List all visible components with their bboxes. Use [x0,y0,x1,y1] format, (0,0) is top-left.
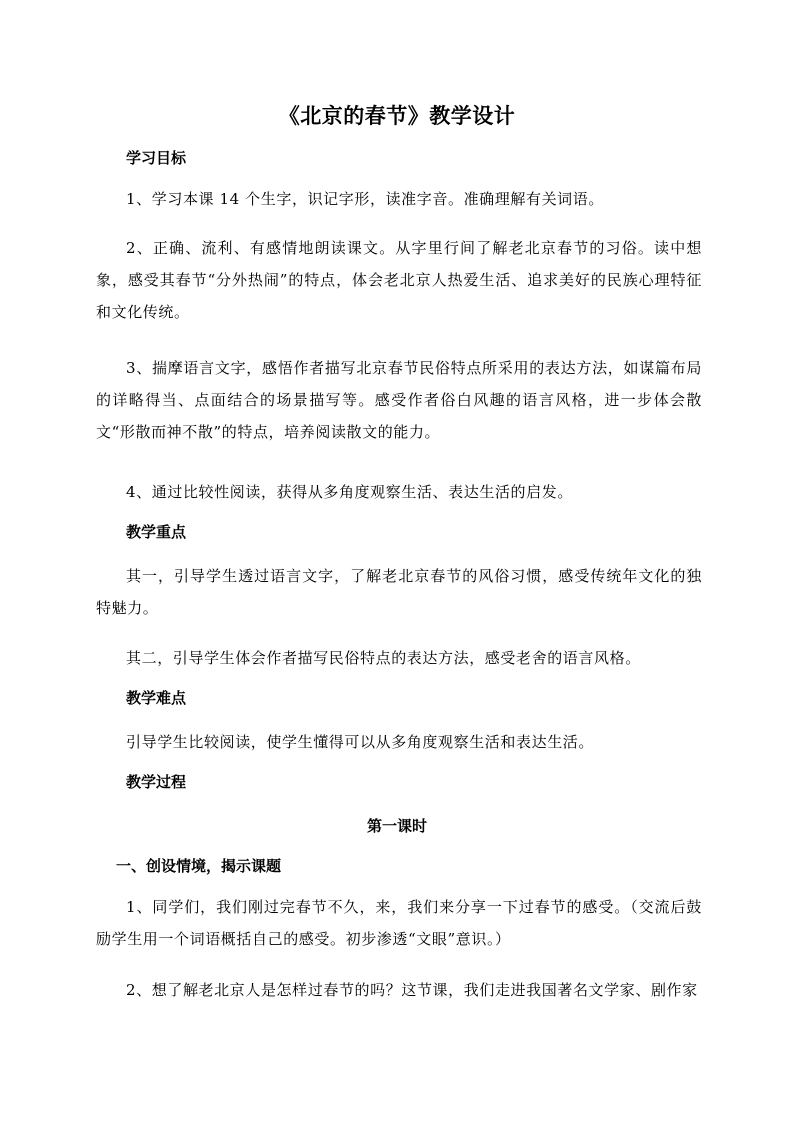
key-point-paragraph-2: 其二，引导学生体会作者描写民俗特点的表达方法，感受老舍的语言风格。 [126,649,641,667]
objectives-heading: 学习目标 [126,149,187,167]
difficulty-paragraph: 引导学生比较阅读，使学生懂得可以从多角度观察生活和表达生活。 [126,733,595,751]
key-points-heading: 教学重点 [126,523,187,541]
process-paragraph-1: 1、同学们，我们刚过完春节不久，来，我们来分享一下过春节的感受。（交流后鼓励学生用一个词语概括自己的感受。初步渗透“文眼”意识。） [96,898,702,948]
objective-paragraph-1: 1、学习本课 14 个生字，识记字形，读准字音。准确理解有关词语。 [126,190,604,208]
process-paragraph-2: 2、想了解老北京人是怎样过春节的吗？这节课，我们走进我国著名文学家、剧作家 [126,981,698,999]
difficulty-heading: 教学难点 [126,689,187,707]
section-heading: 一、创设情境，揭示课题 [116,857,282,875]
objective-paragraph-2: 2、正确、流利、有感情地朗读课文。从字里行间了解老北京春节的习俗。读中想象，感受其春节“分外热闹”的特点，体会老北京人热爱生活、追求美好的民族心理特征和文化传统。 [96,239,702,321]
key-point-paragraph-1: 其一，引导学生透过语言文字，了解老北京春节的风俗习惯，感受传统年文化的独特魅力。 [96,567,702,617]
lesson-heading: 第一课时 [366,817,427,835]
document-title: 《北京的春节》教学设计 [278,104,516,128]
objective-paragraph-4: 4、通过比较性阅读，获得从多角度观察生活、表达生活的启发。 [126,483,573,501]
objective-paragraph-3: 3、揣摩语言文字，感悟作者描写北京春节民俗特点所采用的表达方法，如谋篇布局的详略得当、点面结合的场景描写等。感受作者俗白风趣的语言风格，进一步体会散文“形散而神不散”的特点，培养阅读散文的能力。 [96,359,702,441]
process-heading: 教学过程 [126,773,187,791]
